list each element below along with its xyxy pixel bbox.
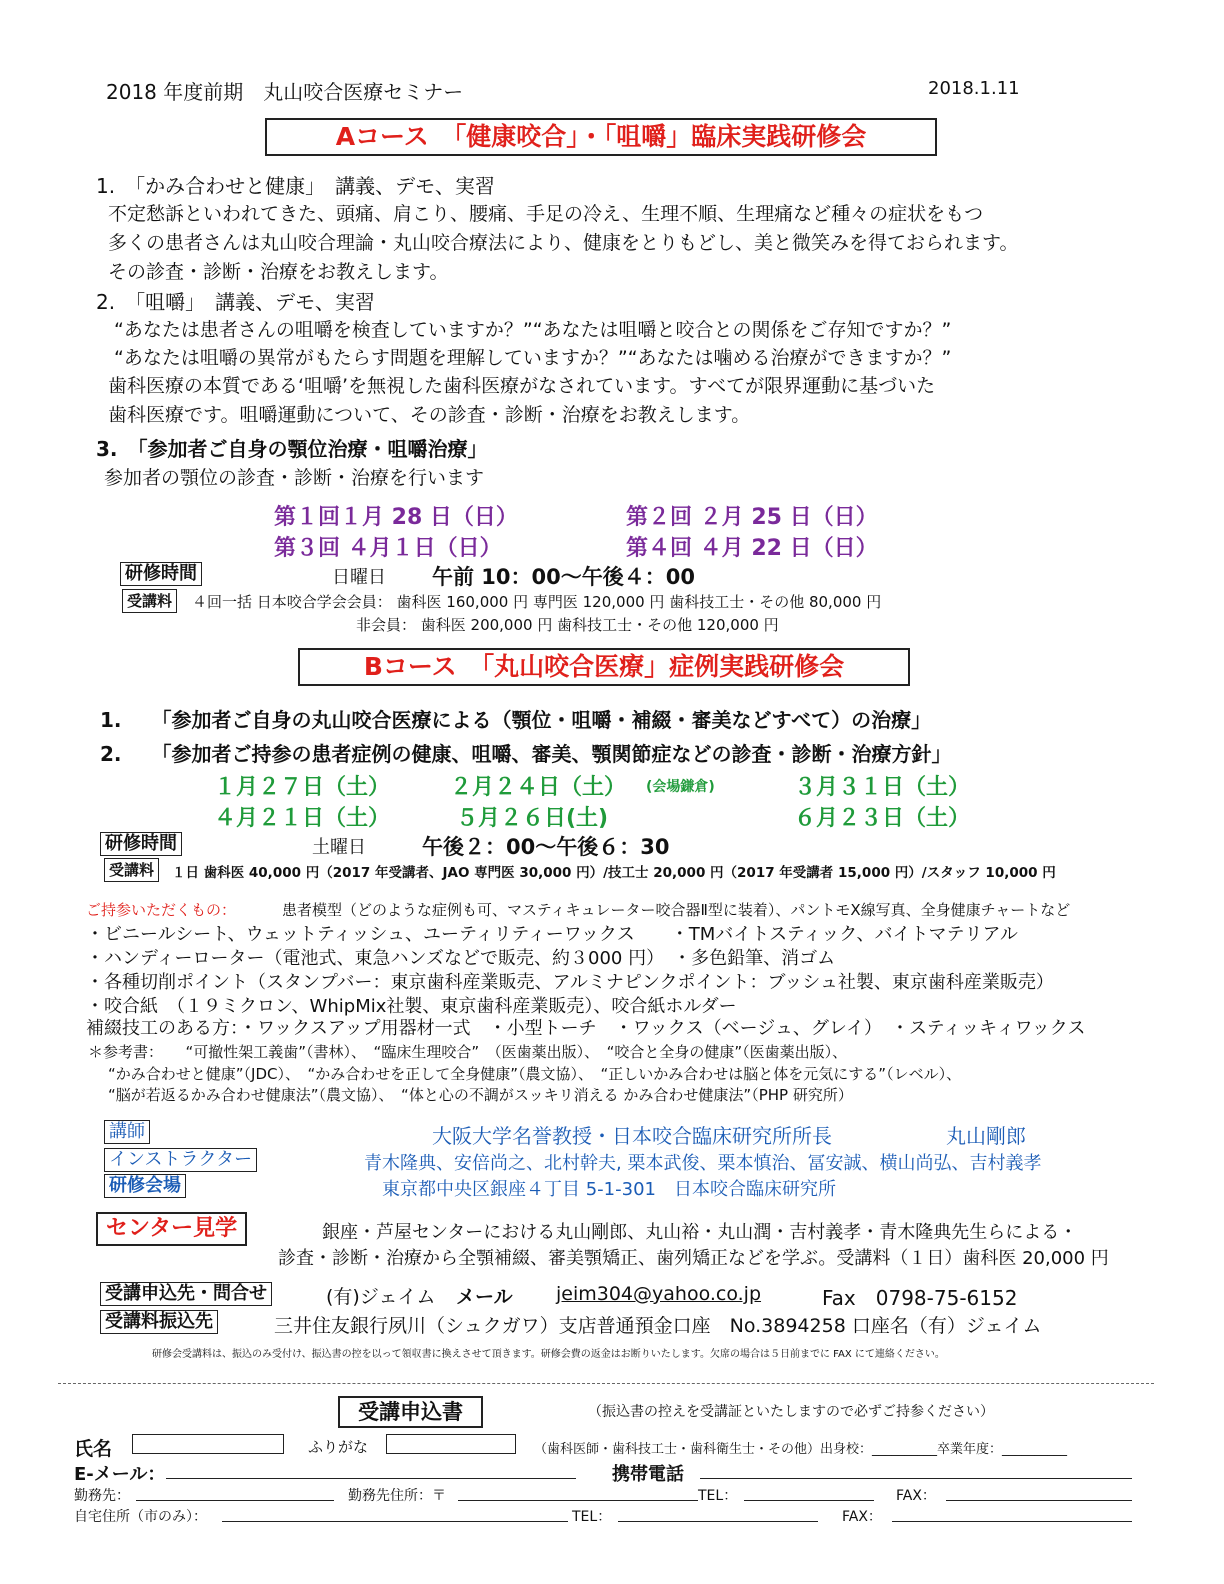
venue-address: 東京都中央区銀座４丁目 5-1-301 日本咬合臨床研究所: [382, 1179, 836, 1200]
work-tel-field[interactable]: [744, 1500, 874, 1501]
mobile-label: 携帯電話: [612, 1464, 684, 1485]
work-fax-label: FAX：: [896, 1488, 936, 1504]
contact-email-link[interactable]: jeim304@yahoo.co.jp: [556, 1283, 762, 1305]
instructor-label: インストラクター: [104, 1148, 257, 1172]
course-a-item3-title: 3. 「参加者ご自身の顎位治療・咀嚼治療」: [96, 437, 488, 461]
contact-fax: Fax 0798-75-6152: [822, 1286, 1018, 1310]
home-fax-field[interactable]: [892, 1521, 1132, 1522]
course-a-item2-title: 2. 「咀嚼」 講義、デモ、実習: [96, 290, 375, 314]
course-b-fee-label: 受講料: [104, 858, 159, 882]
reference-line: ＊参考書： “可撤性架工義歯”（書林）、 “臨床生理咬合” （医歯薬出版）、 “咬合と全身の健康”（医歯薬出版）、: [88, 1043, 848, 1061]
bank-label: 受講料振込先: [100, 1310, 218, 1334]
course-a-time-day: 日曜日: [332, 567, 386, 588]
course-a-item1-line: その診査・診断・治療をお教えします。: [108, 261, 449, 283]
home-tel-field[interactable]: [618, 1521, 818, 1522]
course-a-item2-line: “あなたは患者さんの咀嚼を検査していますか？”“あなたは咀嚼と咬合との関係をご存知ですか？”: [114, 319, 952, 341]
reference-line: “かみ合わせと健康”（JDC）、 “かみ合わせを正して全身健康”（農文協）、 “正しいかみ合わせは脳と体を元気にする”（レベル）、: [108, 1065, 962, 1083]
venue-label: 研修会場: [104, 1174, 186, 1198]
application-form-title: 受講申込書: [338, 1396, 483, 1428]
email-label: E-メール：: [74, 1464, 166, 1485]
bring-line: ・ビニールシート、ウェットティッシュ、ユーティリティーワックス ・TMバイトスティック、バイトマテリアル: [86, 924, 1018, 945]
center-visit-label: センター見学: [96, 1212, 247, 1246]
course-a-date: 第１回１月 28 日（日）: [274, 505, 518, 530]
course-a-time-label: 研修時間: [120, 562, 202, 586]
contact-mail-label: メール: [456, 1286, 513, 1308]
course-b-item1: 1. 「参加者ご自身の丸山咬合医療による（顎位・咀嚼・補綴・審美などすべて）の治療」: [100, 708, 932, 732]
home-tel-label: TEL：: [572, 1509, 612, 1525]
course-b-date: ４月２１日（土）: [214, 806, 391, 831]
cut-line: [58, 1383, 1154, 1384]
contact-label: 受講申込先・問合せ: [100, 1282, 272, 1306]
course-a-fee-label: 受講料: [122, 589, 177, 613]
workplace-field[interactable]: [136, 1500, 334, 1501]
reference-line: “脳が若返るかみ合わせ健康法”（農文協）、 “体と心の不調がスッキリ消える かみ合わせ健康法”（PHP 研究所）: [108, 1086, 853, 1104]
home-address-field[interactable]: [222, 1521, 568, 1522]
course-a-item2-line: 歯科医療の本質である‘咀嚼’を無視した歯科医療がなされています。すべてが限界運動に基づいた: [108, 375, 936, 397]
name-label: 氏名: [74, 1438, 113, 1460]
document-date: 2018.1.11: [928, 78, 1020, 99]
center-visit-line: 銀座・芦屋センターにおける丸山剛郎、丸山裕・丸山潤・吉村義孝・青木隆典先生らによる・: [322, 1222, 1078, 1243]
course-a-item2-line: 歯科医療です。咀嚼運動について、その診査・診断・治療をお教えします。: [108, 404, 751, 426]
course-b-banner: Bコース 「丸山咬合医療」症例実践研修会: [298, 648, 910, 686]
course-a-fee-line: ４回一括 日本咬合学会会員： 歯科医 160,000 円 専門医 120,000 円 歯科技工士・その他 80,000 円: [192, 593, 882, 611]
furigana-input[interactable]: [386, 1434, 516, 1454]
course-a-date: 第４回 ４月 22 日（日）: [626, 536, 878, 561]
work-tel-label: TEL：: [698, 1488, 738, 1504]
lecturer-name: 丸山剛郎: [946, 1124, 1026, 1148]
contact-company: (有)ジェイム: [326, 1286, 436, 1308]
bring-line: ・ハンディーローター（電池式、東急ハンズなどで販売、約３000 円） ・多色鉛筆、消ゴム: [86, 948, 836, 969]
name-input[interactable]: [132, 1434, 284, 1454]
course-b-fee-line: １日 歯科医 40,000 円（2017 年受講者、JAO 専門医 30,000 円）/技工士 20,000 円（2017 年受講者 15,000 円）/スタッフ 10,000 円: [172, 865, 1056, 881]
application-form-note: （振込書の控えを受講証といたしますので必ずご持参ください）: [588, 1404, 994, 1420]
course-a-date: 第３回 ４月１日（日）: [274, 536, 502, 561]
occupation-school-field[interactable]: （歯科医師・歯科技工士・歯科衛生士・その他）出身校：__________卒業年度：__________: [534, 1442, 1068, 1457]
furigana-label: ふりがな: [308, 1438, 369, 1456]
course-a-item1-title: 1. 「かみ合わせと健康」 講義、デモ、実習: [96, 174, 495, 198]
course-a-time-value: 午前 10：00〜午後４：00: [432, 565, 695, 589]
mobile-field[interactable]: [700, 1478, 1132, 1479]
bring-line: 補綴技工のある方：・ワックスアップ用器材一式 ・小型トーチ ・ワックス（ベージュ、グレイ） ・スティッキィワックス: [86, 1018, 1086, 1039]
home-fax-label: FAX：: [842, 1509, 882, 1525]
course-a-item1-line: 不定愁訴といわれてきた、頭痛、肩こり、腰痛、手足の冷え、生理不順、生理痛など種々の症状をもつ: [108, 203, 984, 225]
lecturer-label: 講師: [104, 1120, 150, 1144]
document-title: 2018 年度前期 丸山咬合医療セミナー: [106, 80, 464, 104]
bring-line: ・咬合紙 （１９ミクロン、WhipMix社製、東京歯科産業販売）、咬合紙ホルダー: [86, 996, 737, 1017]
course-a-item3-line: 参加者の顎位の診査・診断・治療を行います: [104, 467, 485, 489]
work-address-label: 勤務先住所：〒: [348, 1488, 446, 1504]
course-b-item2: 2. 「参加者ご持参の患者症例の健康、咀嚼、審美、顎関節症などの診査・診断・治療方針」: [100, 742, 952, 766]
course-b-time-value: 午後２：00〜午後６：30: [422, 835, 670, 859]
course-a-item2-line: “あなたは咀嚼の異常がもたらす問題を理解していますか？”“あなたは噛める治療ができますか？”: [114, 347, 952, 369]
work-fax-field[interactable]: [946, 1500, 1132, 1501]
bank-account: 三井住友銀行夙川（シュクガワ）支店普通預金口座 No.3894258 口座名（有）ジェイム: [274, 1315, 1042, 1337]
course-a-date: 第２回 ２月 25 日（日）: [626, 505, 878, 530]
course-b-time-label: 研修時間: [100, 832, 182, 856]
workplace-label: 勤務先：: [74, 1488, 130, 1504]
course-a-banner: Aコース 「健康咬合」・「咀嚼」臨床実践研修会: [265, 118, 937, 156]
course-a-item1-line: 多くの患者さんは丸山咬合理論・丸山咬合療法により、健康をとりもどし、美と微笑みを得ておられます。: [108, 232, 1019, 254]
payment-note: 研修会受講料は、振込のみ受付け、振込書の控を以って領収書に換えさせて頂きます。研修会費の返金はお断りいたします。欠席の場合は５日前までに FAX にて連絡ください。: [152, 1349, 945, 1360]
course-a-fee-line: 非会員： 歯科医 200,000 円 歯科技工士・その他 120,000 円: [356, 616, 779, 634]
bring-label: ご持参いただくもの：: [86, 901, 237, 919]
course-b-time-day: 土曜日: [312, 837, 366, 858]
bring-line: ・各種切削ポイント（スタンプバー：東京歯科産業販売、アルミナピンクポイント：ブッシュ社製、東京歯科産業販売）: [86, 972, 1054, 993]
course-b-date: １月２７日（土）: [214, 775, 391, 800]
lecturer-title: 大阪大学名誉教授・日本咬合臨床研究所所長: [432, 1124, 832, 1148]
course-b-venue-note: (会場鎌倉): [646, 779, 715, 795]
home-address-label: 自宅住所（市のみ）：: [74, 1509, 207, 1525]
work-address-field[interactable]: [458, 1500, 698, 1501]
course-b-date: ３月３１日（土）: [794, 775, 971, 800]
course-b-date: ６月２３日（土）: [794, 806, 971, 831]
center-visit-line: 診査・診断・治療から全顎補綴、審美顎矯正、歯列矯正などを学ぶ。受講料（１日）歯科医 20,000 円: [278, 1248, 1109, 1269]
course-b-date: ５月２６日(土): [456, 806, 609, 831]
bring-line: 患者模型（どのような症例も可、マスティキュレーター咬合器Ⅱ型に装着）、パントモX線写真、全身健康チャートなど: [282, 901, 1071, 919]
email-field[interactable]: [166, 1478, 576, 1479]
instructor-list: 青木隆典、安倍尚之、北村幹夫, 栗本武俊、栗本慎治、冨安誠、横山尚弘、吉村義孝: [364, 1153, 1042, 1174]
course-b-date: ２月２４日（土）: [450, 775, 627, 800]
